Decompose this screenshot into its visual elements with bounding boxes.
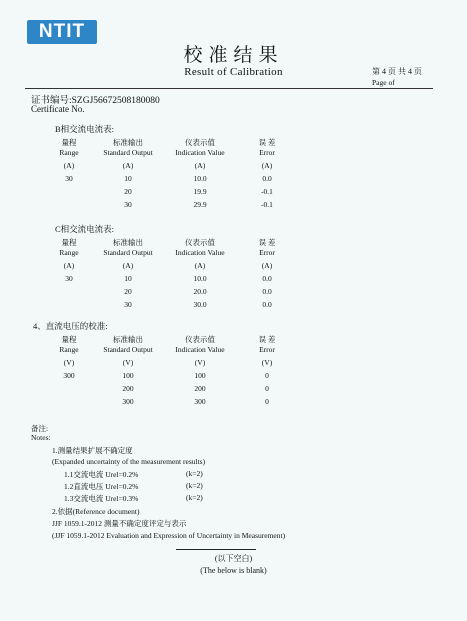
table-cell: 10 <box>124 274 132 283</box>
unit-label: (A) <box>122 161 134 170</box>
table-cell: 20.0 <box>193 287 207 296</box>
table-cell: 300 <box>63 371 75 380</box>
ntit-logo: NTIT <box>27 20 97 44</box>
table-cell: 30 <box>124 200 132 209</box>
section-title: C相交流电流表: <box>55 224 115 234</box>
uncertainty-row: 1.1交流电流 Urel=0.2% <box>64 470 139 479</box>
col-error-en: Error <box>259 248 275 257</box>
col-indication-cn: 仪表示值 <box>185 138 215 147</box>
col-error-cn: 误 差 <box>258 138 276 147</box>
col-error-en: Error <box>259 345 275 354</box>
col-standard-output-en: Standard Output <box>103 248 153 257</box>
unit-label: (A) <box>261 161 273 170</box>
table-cell: 100 <box>194 371 206 380</box>
col-standard-output-cn: 标准输出 <box>113 335 143 344</box>
table-cell: 200 <box>122 384 134 393</box>
unit-label: (A) <box>194 261 206 270</box>
notes-label-en: Notes: <box>31 433 51 442</box>
unit-label: (V) <box>63 358 75 367</box>
unit-label: (A) <box>261 261 273 270</box>
table-cell: 19.9 <box>193 187 207 196</box>
col-range-cn: 量程 <box>61 238 77 247</box>
col-error-en: Error <box>259 148 275 157</box>
col-error-cn: 误 差 <box>258 335 276 344</box>
blank-note-cn: (以下空白) <box>214 554 253 563</box>
col-range-en: Range <box>59 248 79 257</box>
col-indication-en: Indication Value <box>175 148 225 157</box>
table-cell: 300 <box>194 397 206 406</box>
title-english: Result of Calibration <box>184 66 283 78</box>
table-cell: 30.0 <box>193 300 207 309</box>
unit-label: (A) <box>63 261 75 270</box>
table-cell: -0.1 <box>261 187 273 196</box>
unit-label: (V) <box>194 358 206 367</box>
footer-rule <box>176 549 256 550</box>
col-standard-output-en: Standard Output <box>103 345 153 354</box>
certificate-number-en: Certificate No. <box>31 104 85 114</box>
coverage-factor: (k=2) <box>186 493 203 502</box>
table-cell: 10.0 <box>193 274 207 283</box>
table-cell: 10 <box>124 174 132 183</box>
coverage-factor: (k=2) <box>186 481 203 490</box>
section-title: 4、直流电压的校准: <box>33 321 108 331</box>
table-cell: 20 <box>124 287 132 296</box>
col-range-en: Range <box>59 148 79 157</box>
header-rule <box>25 88 433 89</box>
table-cell: 30 <box>65 174 73 183</box>
table-cell: 0.0 <box>262 300 272 309</box>
table-cell: -0.1 <box>261 200 273 209</box>
table-cell: 30 <box>65 274 73 283</box>
blank-note-en: (The below is blank) <box>200 566 267 575</box>
section-title: B相交流电流表: <box>55 124 115 134</box>
unit-label: (V) <box>122 358 134 367</box>
table-cell: 0 <box>265 397 269 406</box>
reference-cn: JJF 1059.1-2012 测量不确定度评定与表示 <box>52 519 187 528</box>
table-cell: 0 <box>265 384 269 393</box>
coverage-factor: (k=2) <box>186 469 203 478</box>
unit-label: (A) <box>63 161 75 170</box>
col-indication-cn: 仪表示值 <box>185 335 215 344</box>
col-range-cn: 量程 <box>61 138 77 147</box>
col-indication-cn: 仪表示值 <box>185 238 215 247</box>
uncertainty-row: 1.2直流电压 Urel=0.2% <box>64 482 139 491</box>
table-cell: 0.0 <box>262 274 272 283</box>
notes-label-cn: 备注: <box>31 424 49 433</box>
table-cell: 300 <box>122 397 134 406</box>
col-error-cn: 误 差 <box>258 238 276 247</box>
col-indication-en: Indication Value <box>175 248 225 257</box>
page-number-cn: 第 4 页 共 4 页 <box>372 67 422 76</box>
table-cell: 200 <box>194 384 206 393</box>
col-indication-en: Indication Value <box>175 345 225 354</box>
certificate-number: 证书编号:SZGJ56672508180080 <box>31 96 160 106</box>
table-cell: 10.0 <box>193 174 207 183</box>
table-cell: 0.0 <box>262 287 272 296</box>
table-cell: 0.0 <box>262 174 272 183</box>
table-cell: 20 <box>124 187 132 196</box>
table-cell: 100 <box>122 371 134 380</box>
col-standard-output-cn: 标准输出 <box>113 238 143 247</box>
note-item2: 2.依据(Reference document) <box>52 507 140 516</box>
table-cell: 30 <box>124 300 132 309</box>
unit-label: (A) <box>122 261 134 270</box>
uncertainty-row: 1.3交流电流 Urel=0.3% <box>64 494 139 503</box>
title-chinese: 校准结果 <box>183 45 284 66</box>
col-range-en: Range <box>59 345 79 354</box>
col-range-cn: 量程 <box>61 335 77 344</box>
col-standard-output-en: Standard Output <box>103 148 153 157</box>
note-item1-en: (Expanded uncertainty of the measurement results) <box>52 457 206 466</box>
table-cell: 29.9 <box>193 200 207 209</box>
table-cell: 0 <box>265 371 269 380</box>
reference-en: (JJF 1059.1-2012 Evaluation and Expression of Uncertainty in Measurement) <box>52 531 286 540</box>
col-standard-output-cn: 标准输出 <box>113 138 143 147</box>
unit-label: (V) <box>261 358 273 367</box>
unit-label: (A) <box>194 161 206 170</box>
page-number-en: Page of <box>372 78 395 87</box>
note-item1-cn: 1.测量结果扩展不确定度 <box>52 446 133 455</box>
